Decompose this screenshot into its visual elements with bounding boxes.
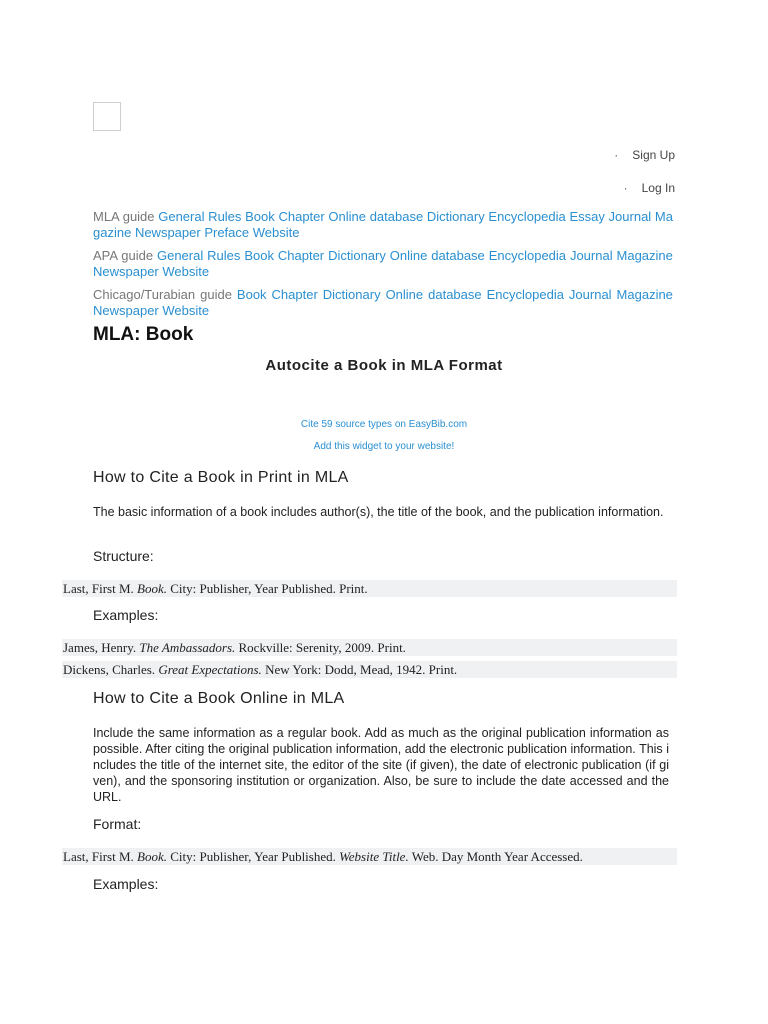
guide-link-magazine[interactable]: Magazine <box>616 287 673 302</box>
guide-link-encyclopedia[interactable]: Encyclopedia <box>488 248 567 263</box>
site-logo[interactable] <box>93 102 121 131</box>
bullet: · <box>614 148 619 162</box>
guide-link-dictionary[interactable]: Dictionary <box>322 287 381 302</box>
online-examples-label: Examples: <box>93 876 159 892</box>
citation-author: Last, First M. <box>63 581 138 596</box>
print-section-heading: How to Cite a Book in Print in MLA <box>93 469 349 486</box>
guide-label: APA guide <box>93 248 154 263</box>
sign-up-link[interactable]: Sign Up <box>632 148 675 162</box>
citation-rest: Rockville: Serenity, 2009. Print. <box>235 640 406 655</box>
guide-link-journal[interactable]: Journal <box>608 209 652 224</box>
citation-rest: City: Publisher, Year Published. Print. <box>167 581 368 596</box>
citation-rest: Web. Day Month Year Accessed. <box>408 849 583 864</box>
guide-label: MLA guide <box>93 209 155 224</box>
format-label: Format: <box>93 816 142 832</box>
guide-link-book[interactable]: Book <box>236 287 267 302</box>
guide-link-preface[interactable]: Preface <box>204 224 250 240</box>
example-citation <box>62 639 677 656</box>
guide-link-website[interactable]: Website <box>252 224 300 240</box>
chicago-guide-row <box>93 287 673 318</box>
online-section-heading: How to Cite a Book Online in MLA <box>93 690 345 707</box>
citation-website-title: Website Title. <box>339 849 409 864</box>
guide-link-online-database[interactable]: Online database <box>328 209 424 224</box>
guide-link-chapter[interactable]: Chapter <box>277 248 325 263</box>
guide-link-journal[interactable]: Journal <box>568 287 612 302</box>
guide-link-website[interactable]: Website <box>162 302 210 318</box>
guide-link-general-rules[interactable]: General Rules <box>158 209 242 224</box>
guide-navigation <box>93 209 673 326</box>
guide-link-magazine[interactable]: Magazine <box>616 248 673 263</box>
citation-title: Great Expectations. <box>158 662 262 677</box>
structure-citation <box>62 580 677 597</box>
guide-link-dictionary[interactable]: Dictionary <box>328 248 386 263</box>
print-examples-label: Examples: <box>93 607 159 623</box>
citation-author: Dickens, Charles. <box>63 662 159 677</box>
log-in-item <box>624 181 675 195</box>
guide-link-website[interactable]: Website <box>162 263 210 279</box>
citation-author: Last, First M. <box>63 849 138 864</box>
citation-middle: City: Publisher, Year Published. <box>167 849 340 864</box>
sign-up-item <box>614 148 675 162</box>
citation-title: Book. <box>137 581 168 596</box>
guide-link-newspaper[interactable]: Newspaper <box>134 224 201 240</box>
format-citation <box>62 848 677 865</box>
online-intro: Include the same information as a regular book. Add as much as the original publication information as possible. After citing the original publication information, add the electronic publication information. This includes the title of the internet site, the editor of the site (if given), the date of electronic publication (if given), and the sponsoring institution or organization. Also, be sure to include the date accessed and the URL. <box>93 726 669 804</box>
guide-link-encyclopedia[interactable]: Encyclopedia <box>486 287 564 302</box>
guide-link-magazine[interactable]: Magazine <box>93 209 673 240</box>
citation-rest: New York: Dodd, Mead, 1942. Print. <box>261 662 458 677</box>
guide-link-dictionary[interactable]: Dictionary <box>426 209 485 224</box>
example-citation <box>62 661 677 678</box>
guide-link-chapter[interactable]: Chapter <box>278 209 325 224</box>
guide-link-encyclopedia[interactable]: Encyclopedia <box>488 209 566 224</box>
guide-label: Chicago/Turabian guide <box>93 287 232 302</box>
guide-link-online-database[interactable]: Online database <box>385 287 482 302</box>
add-widget-link[interactable]: Add this widget to your website! <box>313 441 455 452</box>
mla-guide-row <box>93 209 673 240</box>
guide-link-general-rules[interactable]: General Rules <box>156 248 241 263</box>
guide-link-newspaper[interactable]: Newspaper <box>93 302 159 318</box>
guide-link-journal[interactable]: Journal <box>569 248 613 263</box>
autocite-heading: Autocite a Book in MLA Format <box>265 357 503 374</box>
guide-link-essay[interactable]: Essay <box>569 209 605 224</box>
citation-title: Book. <box>137 849 168 864</box>
citation-title: The Ambassadors. <box>139 640 236 655</box>
page-title: MLA: Book <box>93 324 194 345</box>
bullet: · <box>623 181 628 195</box>
guide-link-book[interactable]: Book <box>245 209 275 224</box>
guide-link-chapter[interactable]: Chapter <box>271 287 318 302</box>
log-in-link[interactable]: Log In <box>641 181 675 195</box>
apa-guide-row <box>93 248 673 279</box>
structure-label: Structure: <box>93 548 154 564</box>
cite-source-types-link[interactable]: Cite 59 source types on EasyBib.com <box>300 419 468 430</box>
guide-link-newspaper[interactable]: Newspaper <box>93 263 159 279</box>
print-intro: The basic information of a book includes author(s), the title of the book, and the publication information. <box>93 505 664 519</box>
guide-link-book[interactable]: Book <box>244 248 274 263</box>
guide-link-online-database[interactable]: Online database <box>389 248 485 263</box>
citation-author: James, Henry. <box>63 640 140 655</box>
